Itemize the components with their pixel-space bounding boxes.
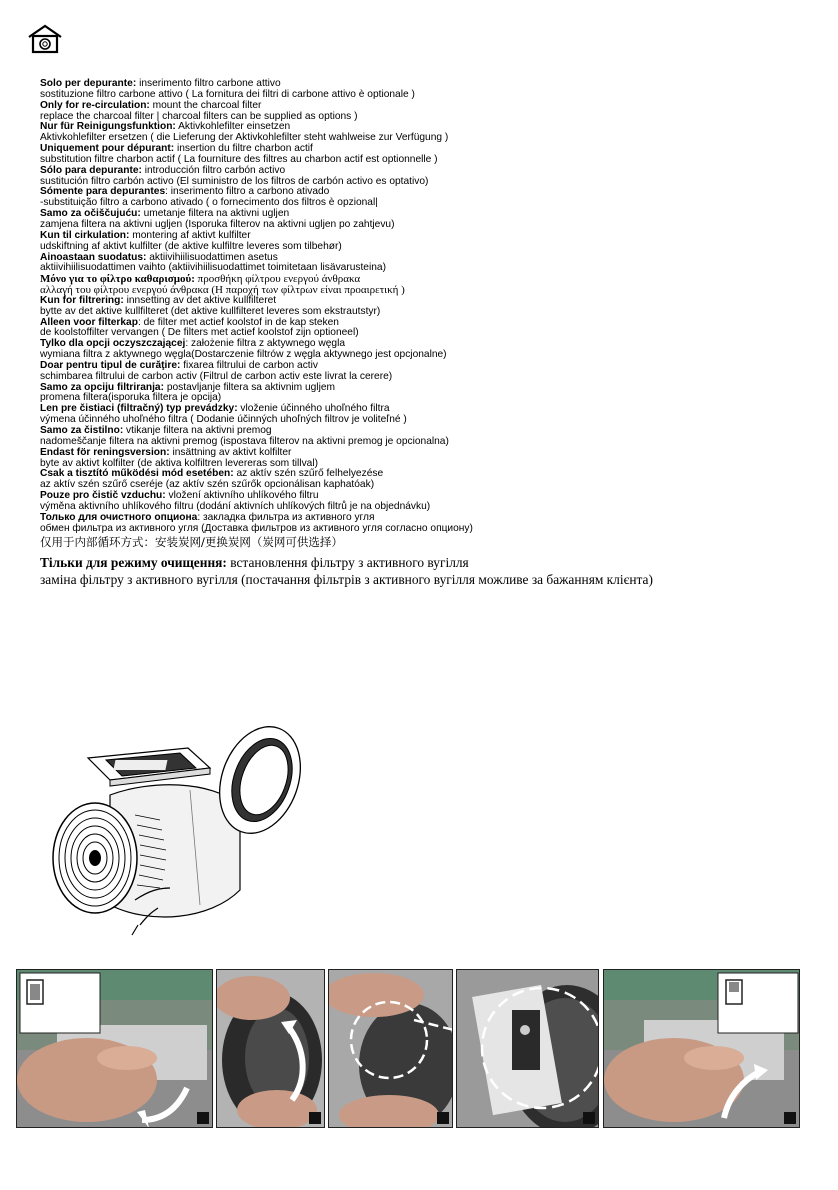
text-line <box>40 524 820 535</box>
ukrainian-body: встановлення фільтру з активного вугілля <box>226 555 469 571</box>
step-1-open-grease-filter <box>16 969 213 1128</box>
text-line-body: az aktív szén szűrő felhelyezése <box>233 468 384 480</box>
text-line-body: -substituição filtro a carbono ativado ( o fornecimento dos filtros è opzional| <box>40 197 378 209</box>
motor-assembly-illustration <box>40 720 340 940</box>
text-line-body: Aktivkohlefilter einsetzen <box>175 121 291 133</box>
text-line-body: προσθήκη φίλτρου ενεργού άνθρακα <box>194 273 361 286</box>
text-line-heading: Ainoastaan suodatus: <box>40 251 147 263</box>
text-line-body: promena filtera(isporuka filtera je opcija) <box>40 392 222 404</box>
text-line-heading: Endast för reningsversion: <box>40 446 170 458</box>
text-line-body: inserimento filtro carbone attivo <box>136 78 281 89</box>
text-line-heading: Nur für Reinigungsfunktion: <box>40 121 176 133</box>
text-line-heading: Только для очистного опциона <box>40 511 198 523</box>
text-line-body: обмен фильтра из активного угля (Доставка фильтров из активного угля согласно опциону) <box>40 522 473 534</box>
text-line-body: udskiftning af aktivt kulfilter (de aktive kulfiltre leveres som tilbehør) <box>40 240 342 252</box>
text-line-heading: Only for re-circulation: <box>40 99 150 111</box>
text-line-body: substitution filtre charbon actif ( La fourniture des filtres au charbon actif est optionnelle ) <box>40 153 438 165</box>
installation-steps-photos <box>16 969 800 1128</box>
text-line-heading: Samo za opciju filtriranja: <box>40 381 164 393</box>
text-line-body: vtikanje filtera na aktivni premog <box>123 425 272 436</box>
home-icon <box>26 24 64 54</box>
text-line-heading: Alleen voor filterkap <box>40 316 138 328</box>
text-line-body: : закладка фильтра из активного угля <box>197 511 375 523</box>
chinese-line: 仅用于内部循环方式：安装炭网/更换炭网（炭网可供选择） <box>40 535 343 550</box>
text-line-heading: Solo per depurante: <box>40 78 137 89</box>
text-line-body: innsetting av det aktive kullfilteret <box>123 294 277 306</box>
text-line-body: montering af aktivt kulfilter <box>129 229 251 241</box>
text-line-body: insättning av aktivt kolfilter <box>169 446 292 458</box>
text-line-body: vložení aktivního uhlíkového filtru <box>165 490 319 502</box>
text-line-body: umetanje filtera na aktivni ugljen <box>140 208 290 220</box>
text-line-heading: Kun for filtrering: <box>40 294 124 306</box>
text-line-body: sustitución filtro carbón activo (El suministro de los filtros de carbón activo es optativo) <box>40 175 429 187</box>
text-line-heading: Csak a tisztító működési mód esetében: <box>40 468 234 480</box>
text-line-body: mount the charcoal filter <box>149 99 262 111</box>
text-line-heading: Μόνο για το φίλτρο καθαρισμού: <box>40 273 195 286</box>
ukrainian-line-2: заміна фільтру з активного вугілля (постачання фільтрів з активного вугілля можливе за бажанням клієнта) <box>40 572 653 588</box>
step-3-insert-filter <box>328 969 453 1128</box>
text-line-body: nadomeščanje filtera na aktivni premog (ispostava filterov na aktivni premog je opcionalna) <box>40 435 449 447</box>
text-line-body: sostituzione filtro carbone attivo ( La fornitura dei filtri di carbone attivo è optionale ) <box>40 88 415 100</box>
text-line-body: aktiivihiilisuodattimen asetus <box>146 251 278 263</box>
text-line-heading: Doar pentru tipul de curăţire: <box>40 359 181 371</box>
text-line-heading: Samo za čistilno: <box>40 425 124 436</box>
text-line-body: Aktivkohlefilter ersetzen ( die Lieferung der Aktivkohlefilter steht wahlweise zur Verfügung ) <box>40 132 449 144</box>
text-line-body: aktiivihiilisuodattimen vaihto (aktiivihiilisuodattimet toimitetaan lisävarusteina) <box>40 262 386 274</box>
ukrainian-line-1 <box>40 554 820 571</box>
text-line-heading: Kun til cirkulation: <box>40 229 130 241</box>
text-line-body: byte av aktivt kolfilter (de aktiva kolfiltren levereras som tillval) <box>40 457 318 469</box>
ukrainian-heading: Тільки для режиму очищення: <box>40 555 227 571</box>
text-line-body: výmena účinného uhoľného filtra ( Dodanie účinných uhoľných filtrov je voliteľné ) <box>40 414 407 426</box>
text-line-body: postavljanje filtera sa aktivnim ugljem <box>163 381 335 393</box>
text-line-body: : inserimento filtro a carbono ativado <box>165 186 330 198</box>
text-line-body: introducción filtro carbón activo <box>141 164 286 176</box>
text-line-heading: Len pre čistiaci (filtračný) typ prevádzky: <box>40 403 238 415</box>
text-line-body: zamjena filtera na aktivni ugljen (Isporuka filterov na aktivni ugljen po zahtjevu) <box>40 218 395 230</box>
text-line-heading: Uniquement pour dépurant: <box>40 143 175 155</box>
text-line-heading: Tylko dla opcji oczyszczającej <box>40 338 186 350</box>
text-line-body: schimbarea filtrului de carbon activ (Filtrul de carbon activ este livrat la cerere) <box>40 370 393 382</box>
text-line-body: de koolstoffilter vervangen ( De filters met actief koolstof zijn optioneel) <box>40 327 359 339</box>
text-line-heading: Pouze pro čistič vzduchu: <box>40 490 166 502</box>
step-4-filter-detail <box>456 969 599 1128</box>
text-line-body: fixarea filtrului de carbon activ <box>180 359 318 371</box>
text-line-heading: Sólo para depurante: <box>40 164 142 176</box>
step-2-rotate-charcoal-filter <box>216 969 325 1128</box>
text-line-body: : de filter met actief koolstof in de kap steken <box>137 316 339 328</box>
text-line-body: vloženie účinného uhoľného filtra <box>237 403 390 415</box>
text-line-body: az aktív szén szűrő cseréje (az aktív szén szűrők opcionálisan kaphatóak) <box>40 479 375 491</box>
text-line-body: insertion du filtre charbon actif <box>174 143 313 155</box>
text-line-body: wymiana filtra z aktywnego węgla(Dostarczenie filtrów z węgla aktywnego jest opcjonalne) <box>40 349 447 361</box>
text-line-body: : założenie filtra z aktywnego węgla <box>185 338 346 350</box>
text-line-heading: Sómente para depurantes <box>40 186 166 198</box>
text-line-body: bytte av det aktive kullfilteret (det aktive kullfilteret leveres som ekstrautstyr) <box>40 305 381 317</box>
text-line-heading: Samo za očiščujuću: <box>40 208 141 220</box>
text-line-body: výměna aktivního uhlíkového filtru (dodání aktivních uhlíkových filtrů je na objednávku) <box>40 500 431 512</box>
instructions-text <box>40 79 820 588</box>
step-5-close-grease-filter <box>603 969 800 1128</box>
text-line-body: αλλαγή του φίλτρου ενεργού άνθρακα (Η παροχή των φίλτρων είναι προαιρετική ) <box>40 284 405 297</box>
text-line-body: replace the charcoal filter | charcoal filters can be supplied as options ) <box>40 110 358 122</box>
